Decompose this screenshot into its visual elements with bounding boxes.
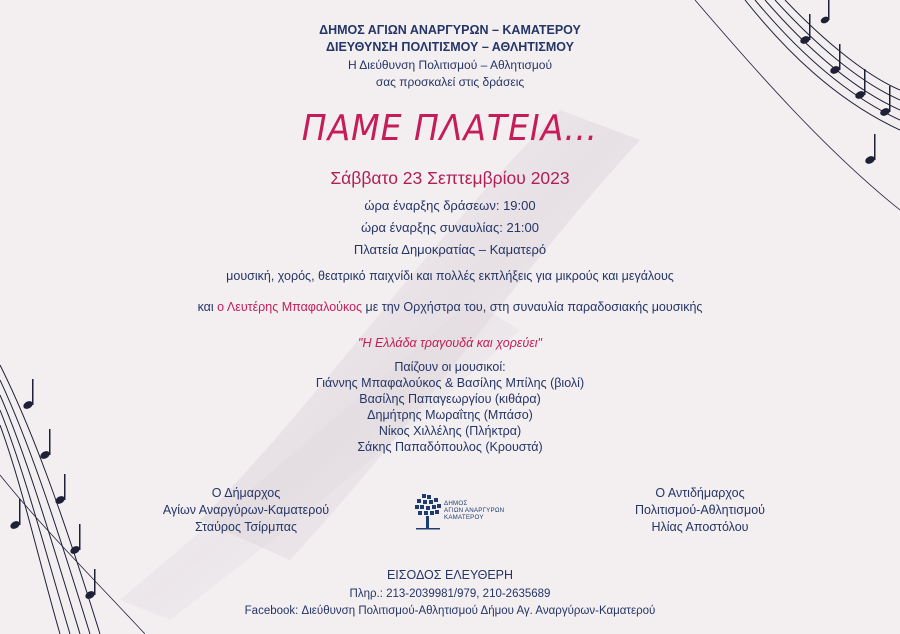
concert-artist: ο Λευτέρης Μπαφαλούκος: [217, 300, 363, 314]
musician-item: Σάκης Παπαδόπουλος (Κρουστά): [357, 440, 543, 454]
musicians-block: [0, 359, 900, 455]
deputy-mayor-org: Πολιτισμού-Αθλητισμού: [634, 503, 766, 517]
deputy-mayor-name: Ηλίας Αποστόλου: [651, 520, 749, 534]
concert-description: [0, 300, 900, 314]
logo-line-3: ΚΑΜΑΤΕΡΟΥ: [444, 514, 484, 521]
mayor-name: Σταύρος Τσίρμπας: [194, 520, 298, 534]
logo-line-1: ΔΗΜΟΣ: [444, 500, 468, 507]
activities-time-label: ώρα έναρξης δράσεων:: [364, 198, 500, 213]
event-location: Πλατεία Δημοκρατίας – Καματερό: [353, 242, 547, 257]
municipality-logo: [414, 492, 526, 532]
logo-line-2: ΑΓΙΩΝ ΑΝΑΡΓΥΡΩΝ: [444, 507, 505, 514]
mayor-org: Αγίων Αναργύρων-Καματερού: [162, 503, 330, 517]
municipality-name: ΔΗΜΟΣ ΑΓΙΩΝ ΑΝΑΡΓΥΡΩΝ – ΚΑΜΑΤΕΡΟΥ: [319, 23, 581, 37]
concert-title: "Η Ελλάδα τραγουδά και χορεύει": [358, 336, 542, 350]
concert-time-label: ώρα έναρξης συναυλίας:: [360, 220, 503, 235]
department-name: ΔΙΕΥΘΥΝΣΗ ΠΟΛΙΤΙΣΜΟΥ – ΑΘΛΗΤΙΣΜΟΥ: [326, 40, 574, 54]
musician-item: Βασίλης Παπαγεωργίου (κιθάρα): [359, 392, 541, 406]
activities-description: μουσική, χορός, θεατρικό παιχνίδι και πολλές εκπλήξεις για μικρούς και μεγάλους: [226, 269, 674, 283]
logo-text: [444, 500, 504, 521]
concert-start-time: [0, 219, 900, 236]
mayor-role: Ο Δήμαρχος: [211, 486, 281, 500]
activities-start-time: [0, 197, 900, 214]
facebook-page: Facebook: Διεύθυνση Πολιτισμού-Αθλητισμού Δήμου Αγ. Αναργύρων-Καματερού: [244, 605, 656, 617]
invitation-text: σας προσκαλεί στις δράσεις: [375, 75, 525, 89]
musician-item: Νίκος Χιλλέλης (Πλήκτρα): [378, 424, 522, 438]
event-title: ΠΑΜΕ ΠΛΑΤΕΙΑ…: [301, 108, 599, 149]
mayor-signature: [131, 485, 361, 536]
activities-time-value: 19:00: [503, 198, 536, 213]
department-subtitle: Η Διεύθυνση Πολιτισμού – Αθλητισμού: [347, 58, 553, 72]
musician-item: Δημήτρης Μωραΐτης (Μπάσο): [367, 408, 533, 422]
concert-suffix: με την Ορχήστρα του, στη συναυλία παραδοσιακής μουσικής: [365, 300, 703, 314]
event-date: Σάββατο 23 Σεπτεμβρίου 2023: [330, 168, 570, 188]
deputy-mayor-role: Ο Αντιδήμαρχος: [655, 486, 745, 500]
free-entry-label: ΕΙΣΟΔΟΣ ΕΛΕΥΘΕΡΗ: [386, 568, 514, 582]
concert-time-value: 21:00: [506, 220, 540, 235]
musician-item: Γιάννης Μπαφαλούκος & Βασίλης Μπίλης (βιολί): [315, 376, 585, 390]
concert-prefix: και: [197, 300, 214, 314]
deputy-mayor-signature: [585, 485, 815, 536]
tree-logo-icon: [414, 494, 442, 530]
musicians-heading: Παίζουν οι μουσικοί:: [394, 360, 506, 374]
contact-phone: Πληρ.: 213-2039981/979, 210-2635689: [349, 588, 551, 600]
